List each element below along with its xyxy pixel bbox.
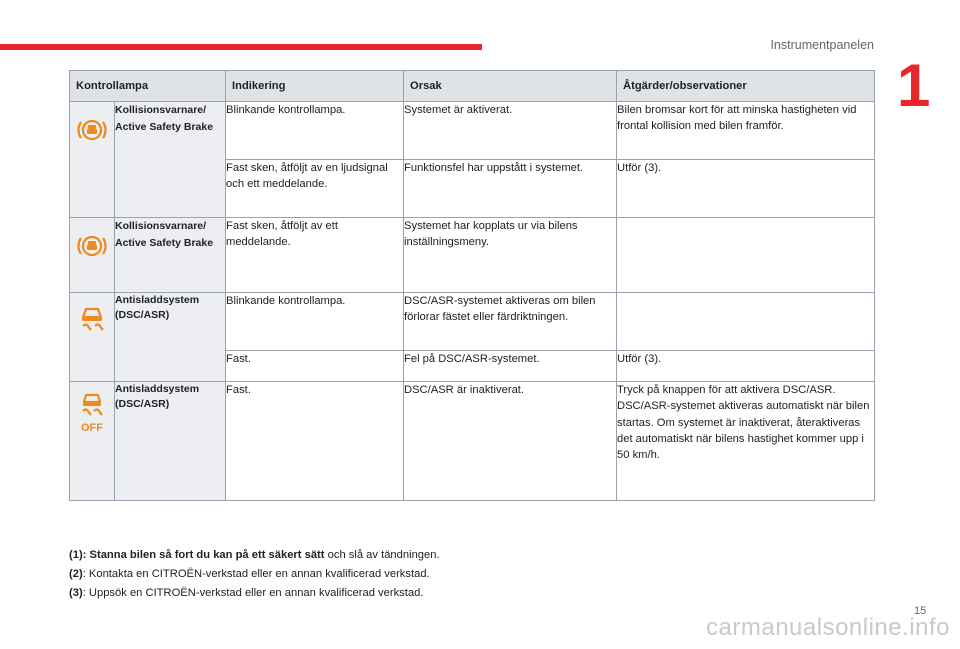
footnote-key: (3) [69,587,83,599]
footnote [69,565,440,584]
table-row [70,293,875,351]
chapter-number: 1 [897,52,931,119]
traction-control-icon [76,303,108,335]
footnotes [69,546,440,603]
column-header: Indikering [226,71,404,102]
action-cell: Utför (3). [617,351,875,382]
table-row [70,382,875,501]
action-cell: Utför (3). [617,160,875,218]
warning-lamp-table [69,70,875,501]
table-row [70,102,875,160]
collision-warning-icon [76,114,108,146]
footnote-text: och slå av tändningen. [324,549,440,561]
off-label: OFF [81,422,103,435]
action-cell [617,293,875,351]
indication-cell: Fast sken, åtföljt av ett meddelande. [226,218,404,293]
watermark: carmanualsonline.info [706,614,950,641]
column-header: Kontrollampa [70,71,226,102]
lamp-icon-cell [70,382,115,501]
footnote-text: : Uppsök en CITROËN-verkstad eller en annan kvalificerad verkstad. [82,587,424,599]
cause-cell: Systemet är aktiverat. [404,102,617,160]
action-cell: Tryck på knappen för att aktivera DSC/ASR. DSC/ASR-systemet aktiveras automatiskt när bilen startas. Om systemet är inaktiverat, återaktiveras det automatiskt när bilens hastighet kommer upp i 50 km/h. [617,382,875,501]
footnote [69,584,440,603]
cause-cell: Fel på DSC/ASR-systemet. [404,351,617,382]
column-header: Åtgärder/observationer [617,71,875,102]
footnote-key: (1): [69,549,87,561]
indication-cell: Fast sken, åtföljt av en ljudsignal och ett meddelande. [226,160,404,218]
lamp-name: Antisladdsystem (DSC/ASR) [115,382,226,501]
collision-warning-icon [76,230,108,262]
lamp-icon-cell [70,293,115,382]
indication-cell: Fast. [226,382,404,501]
lamp-icon-cell [70,102,115,218]
accent-bar [0,44,482,50]
cause-cell: Funktionsfel har uppstått i systemet. [404,160,617,218]
footnote-key: (2) [69,568,83,580]
indication-cell: Blinkande kontrollampa. [226,293,404,351]
section-title: Instrumentpanelen [770,38,874,52]
indication-cell: Fast. [226,351,404,382]
column-header: Orsak [404,71,617,102]
table-row [70,218,875,293]
footnote [69,546,440,565]
lamp-name: Kollisionsvarnare/ Active Safety Brake [115,218,226,293]
table-header-row [70,71,875,102]
traction-control-off-icon [76,390,108,434]
footnote-text: : Kontakta en CITROËN-verkstad eller en annan kvalificerad verkstad. [82,568,430,580]
indication-cell: Blinkande kontrollampa. [226,102,404,160]
action-cell [617,218,875,293]
action-cell: Bilen bromsar kort för att minska hastigheten vid frontal kollision med bilen framför. [617,102,875,160]
cause-cell: DSC/ASR är inaktiverat. [404,382,617,501]
cause-cell: DSC/ASR-systemet aktiveras om bilen förlorar fästet eller färdriktningen. [404,293,617,351]
lamp-icon-cell [70,218,115,293]
footnote-emphasis: Stanna bilen så fort du kan på ett säkert sätt [89,549,325,561]
cause-cell: Systemet har kopplats ur via bilens inställningsmeny. [404,218,617,293]
page-number: 15 [914,605,927,617]
lamp-name: Antisladdsystem (DSC/ASR) [115,293,226,382]
lamp-name: Kollisionsvarnare/ Active Safety Brake [115,102,226,218]
